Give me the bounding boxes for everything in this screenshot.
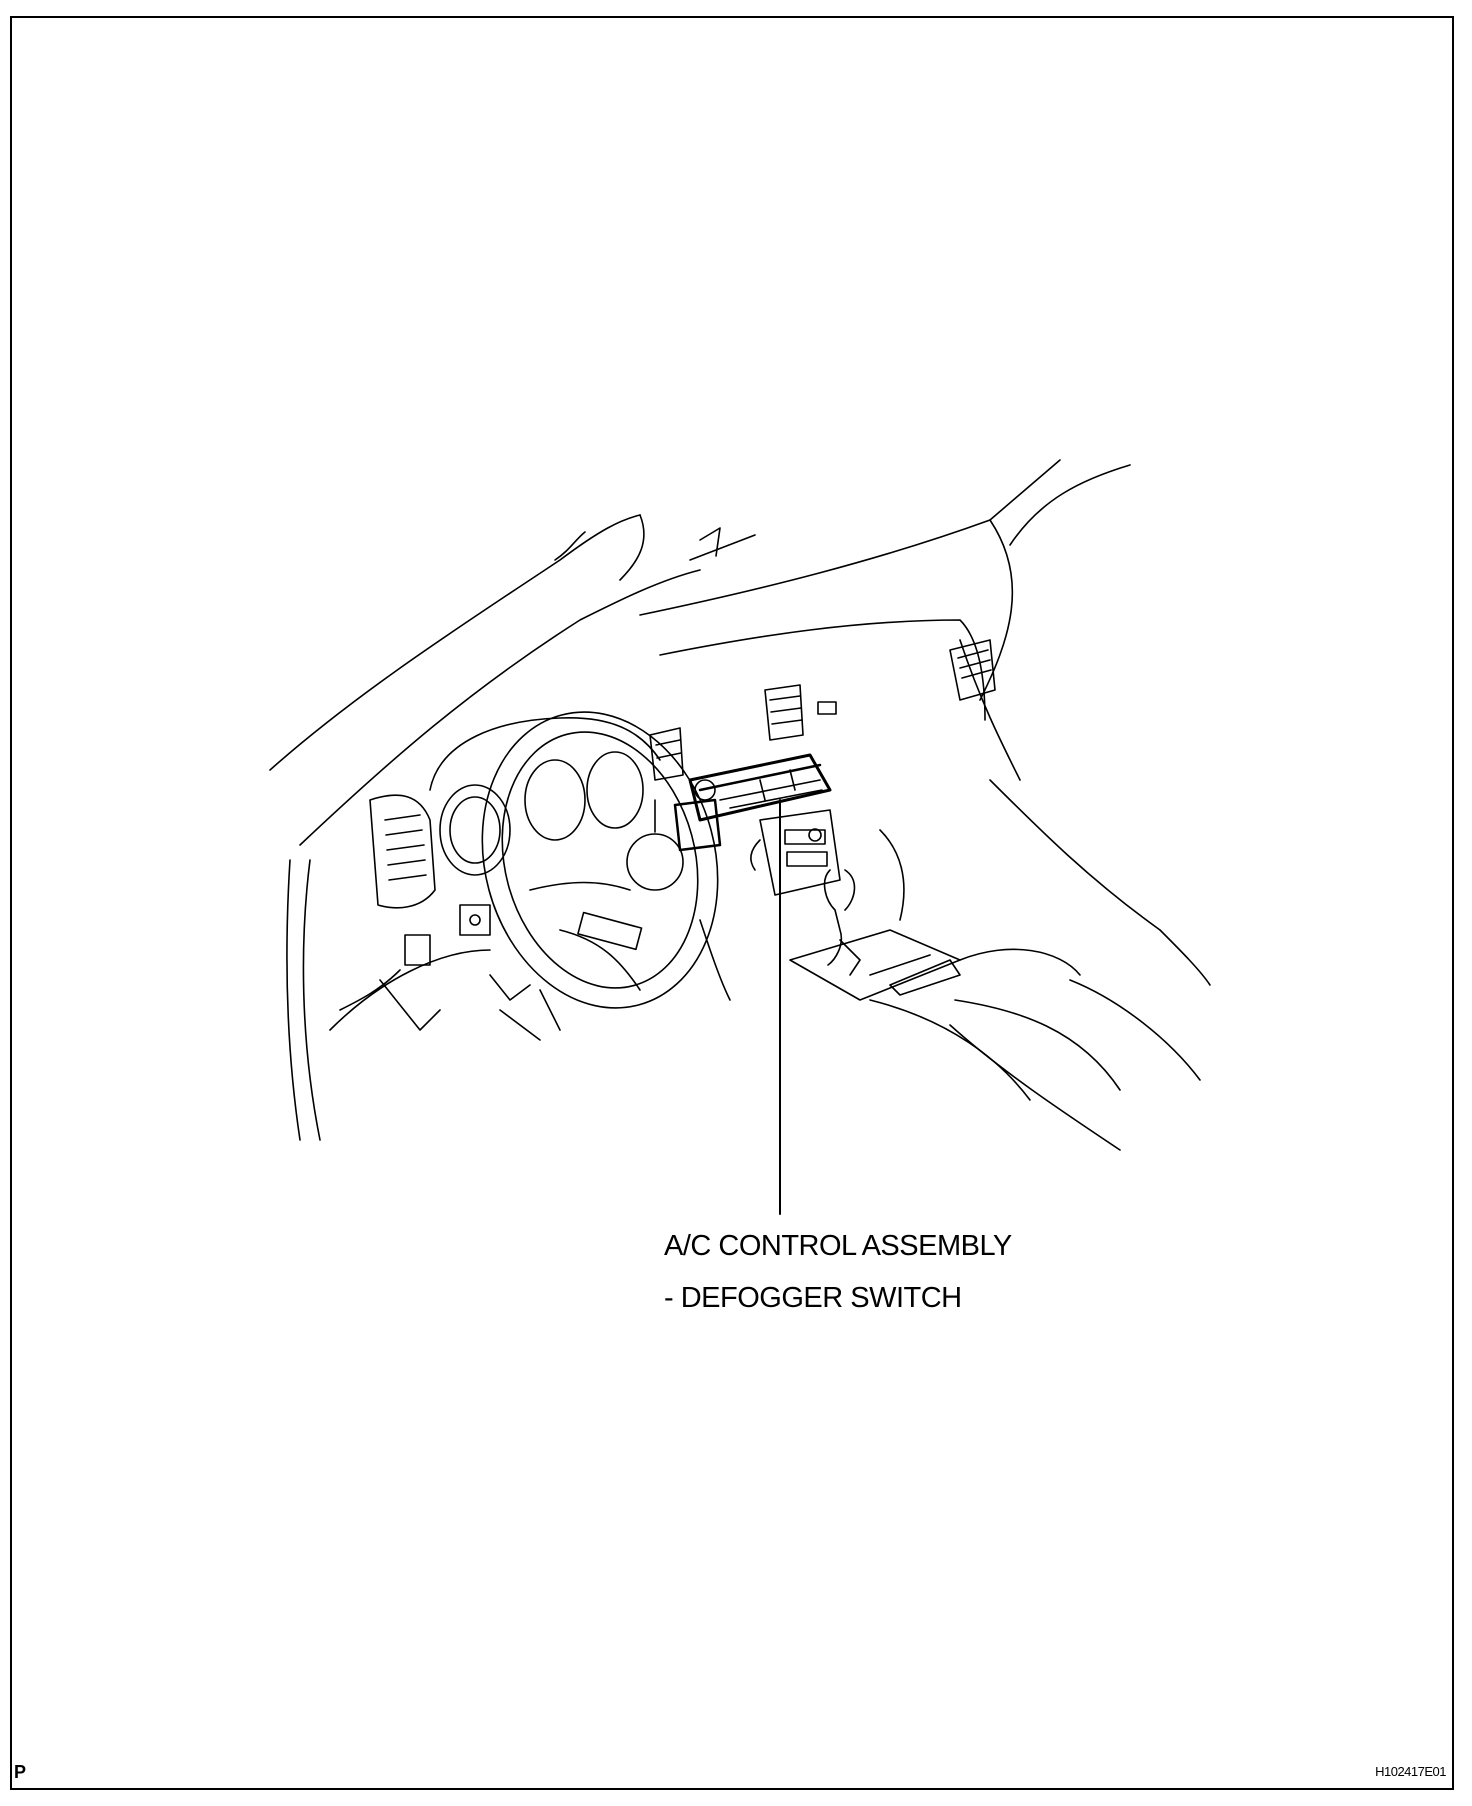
dashboard-top (640, 460, 1130, 780)
callout-label-ac-control-assembly: A/C CONTROL ASSEMBLY (664, 1230, 1012, 1262)
center-stack (751, 810, 840, 895)
corner-mark: P (14, 1762, 26, 1782)
right-air-vent (950, 640, 995, 700)
lower-dash (330, 950, 540, 1040)
figure-id: H102417E01 (1375, 1764, 1446, 1779)
left-air-vent (370, 795, 490, 965)
ac-control-assembly (675, 755, 830, 850)
gauge-cluster (430, 718, 683, 875)
shift-console (790, 870, 1200, 1150)
a-pillar (270, 515, 755, 1140)
callout-label-defogger-switch: - DEFOGGER SWITCH (664, 1282, 962, 1314)
center-vent (765, 685, 836, 740)
